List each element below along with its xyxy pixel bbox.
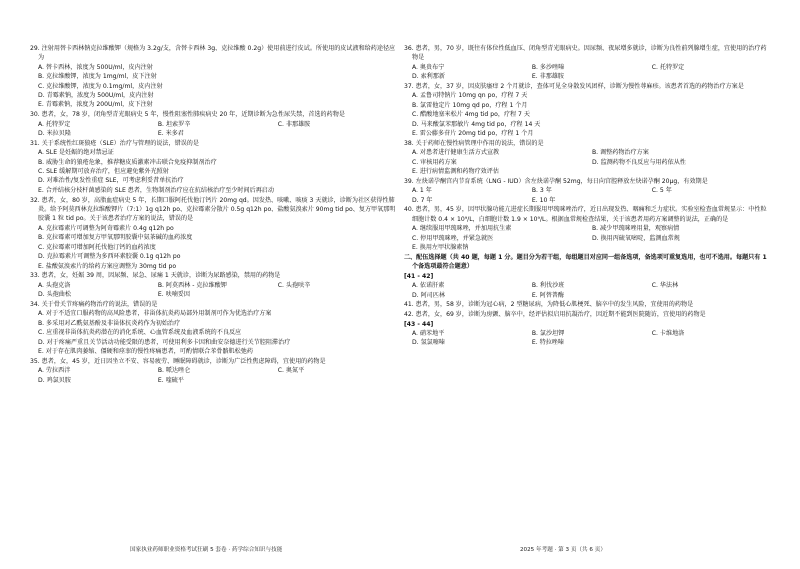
answer-option: C. 克拉霉素可增加阿托伐他汀钙的血药浓度 [38,243,156,251]
answer-option: E. 喹硫平 [157,376,184,384]
question-41: 41. 患者，男，58 岁，诊断为冠心病，2 型糖尿病，为降低心肌梗死、脑卒中的发生风险，宜使用的药物是 [404,300,694,308]
answer-options [404,91,772,138]
answer-option: A. 硝苯地平 [412,329,445,337]
question-stem: 32. 患者，女，80 岁，高脂血症病史 5 年，长期口服阿托伐他汀钙片 20mg qd。因发热、咳嗽、咳痰 3 天就诊，诊断为社区获得性肺炎。给予阿莫西林克拉维酸钾片（7:1）1g q12h po、克拉霉素分散片 0.5g q12h po、盐酸氨溴索片 90mg tid po、复方甲氧那明胶囊 1 粒 tid po。关于该患者治疗方案的说法，错误的是 [30,196,396,223]
answer-option: E. 呋喃妥因 [157,291,190,299]
answer-option: D. 阿司匹林 [412,291,445,299]
answer-option: B. 氯雷他定片 10mg qd po，疗程 1 个月 [412,101,528,109]
question-item [30,44,398,110]
answer-option: B. 阿莫西林 - 克拉维酸钾 [157,281,227,289]
section-heading: 二、配伍选择题（共 40 题，每题 1 分。题目分为若干组，每组题目对应同一组备选项，备选项可重复选用，也可不选用。每题只有 1 个备选项最符合题意） [404,253,767,271]
answer-options [30,224,398,271]
answer-option: C. 托特罗定 [651,63,685,71]
answer-option: E. 换用左甲状腺素钠 [412,244,469,252]
answer-option: C. 头孢呋辛 [277,281,311,289]
answer-options [30,281,398,300]
answer-option: E. 米多君 [157,130,184,138]
answer-option: C. 应重视非甾体抗炎药潜在的消化系统、心血管系统及血液系统的不良反应 [38,329,242,337]
question-item [404,177,772,205]
group-label-41-42: [41 - 42] [404,272,434,280]
answer-option: E. 青霉素钠，浓度为 200U/ml，皮下注射 [38,101,153,109]
answer-option: D. 米拉贝隆 [38,130,71,138]
answer-option: D. 对于疼痛严重且关节活动功能受限的患者，可使用利多卡因和曲安奈德进行关节腔阻滞治疗 [38,338,291,346]
answer-options [404,63,772,82]
answer-option: B. 3 年 [531,187,552,195]
answer-option: A. SLE 是妊娠的绝对禁忌证 [38,149,114,157]
question-item [30,271,398,299]
answer-option: B. 利伐沙班 [531,282,565,290]
answer-option: C. 奥氮平 [277,367,305,375]
answer-options [30,309,398,356]
answer-option: A. 劳拉西泮 [38,367,71,375]
answer-option: A. 对患者进行健康生活方式宣教 [412,149,500,157]
question-stem: 29. 注射用替卡西林钠克拉维酸钾（规格为 3.2g/支，含替卡西林 3g、克拉维酸 0.2g）使用前进行皮试。所使用的皮试液和给药途径应为 [30,45,396,62]
answer-option: A. 头孢克洛 [38,281,71,289]
answer-option: A. 继续服用甲巯咪唑，并加用抗生素 [412,225,512,233]
answer-option: D. 7 年 [412,196,433,204]
question-item [30,300,398,356]
answer-options [30,120,398,139]
answer-option: E. 盐酸氨溴索片的给药方案应调整为 30mg tid po [38,262,177,270]
answer-option: A. 奥贵布宁 [412,63,445,71]
question-item [404,44,772,82]
question-stem: 31. 关于系统性红斑狼疮（SLE）治疗与管理的说法，错误的是 [30,139,199,147]
group-options-43-44 [404,329,772,348]
right-column [404,44,772,348]
answer-option: A. 对于不适宜口服药物的高风险患者，非甾体抗炎药局部外用制剂可作为优选治疗方案 [38,310,272,318]
answer-option: D. 青霉素钠，浓度为 500U/ml，皮内注射 [38,92,154,100]
answer-option: C. 停用甲巯咪唑，并紧急就医 [412,234,494,242]
question-stem: 35. 患者，女，45 岁，近日因坐立不安、容易疲劳、睡眠障碍就诊，诊断为广泛性焦虑障碍，宜使用的药物是 [30,357,326,365]
answer-option: D. 鸡氯贝胺 [38,376,71,384]
question-item [30,110,398,138]
answer-option: B. 多沙唑嗪 [531,63,565,71]
left-column [30,44,398,385]
question-item [404,82,772,138]
question-stem: 34. 关于骨关节疼痛药物治疗的说法，错误的是 [30,300,158,308]
group-label-43-44: [43 - 44] [404,320,434,328]
answer-option: B. 调整药物治疗方案 [592,149,649,157]
answer-options [30,63,398,110]
answer-option: C. 卡维地洛 [651,329,685,337]
answer-option: E. 阿替普酶 [531,291,564,299]
question-item [30,139,398,195]
answer-option: B. 威胁生命的狼疮危象，推荐糖皮质激素冲击联合免疫抑制剂治疗 [38,158,217,166]
question-stem: 30. 患者，女，78 岁，闭角型青光眼病史 5 年，慢性阻塞性肺疾病史 20 年，近期诊断为急性尿失禁，首选的药物是 [30,111,345,119]
answer-option: C. 非那雄胺 [277,120,311,128]
answer-option: B. 克拉维酸钾，浓度为 1mg/ml，皮下注射 [38,73,157,81]
answer-option: D. 监测药物不良反应与用药依从性 [592,158,686,166]
answer-option: C. 华法林 [651,282,679,290]
answer-option: A. 替卡西林，浓度为 500U/ml，皮内注射 [38,63,153,71]
question-item [404,139,772,177]
footer-title: 国家执业药师职业资格考试狂刷 5 套卷 · 药学综合知识与技能 [130,547,283,553]
answer-option: A. 1 年 [412,187,432,195]
question-stem: 40. 患者，男，45 岁，因甲状腺功能亢进症长期服用甲巯咪唑治疗，近日出现发热、咽痛和乏力症状。实验室检查血常规显示：中性粒细胞计数 0.4 × 10⁹/L，白细胞计数 1.9 × 10⁹/L。根据血常规检查结果，关于该患者用药方案调整的说法，正确的是 [404,206,767,223]
answer-options [30,366,398,385]
answer-option: D. 索利那新 [412,73,445,81]
answer-option: B. 多采用对乙酰氨基酚及非甾体抗炎药作为初始治疗 [38,319,181,327]
answer-option: E. 进行病情监测和药物疗效评估 [412,168,499,176]
question-item [404,205,772,252]
answer-option: A. 孟鲁司特钠片 10mg qn po，疗程 7 天 [412,92,528,100]
answer-options [30,148,398,195]
answer-option: A. 托特罗定 [38,120,71,128]
answer-option: A. 依诺肝素 [412,282,445,290]
answer-option: D. 氢氯噻嗪 [412,339,445,347]
answer-option: E. 合并结核分枝杆菌感染的 SLE 患者，生物制剂治疗应在抗结核治疗至少时间后再启动 [38,186,274,194]
answer-option: B. 氯沙坦钾 [531,329,565,337]
answer-option: C. SLE 缓解期可放弃治疗，但应避免紫外光照射 [38,168,169,176]
answer-option: B. 减少甲巯咪唑用量，观察病情 [592,225,680,233]
answer-option: E. 非那雄胺 [531,73,564,81]
question-stem: 38. 关于药师在慢性病管理中作用的说法，错误的是 [404,139,544,147]
answer-option: C. 醋酸地塞米松片 4mg tid po，疗程 7 天 [412,111,530,119]
answer-options [404,224,772,252]
question-item [30,196,398,271]
answer-option: D. 克拉霉素片可调整为多西环素胶囊 0.1g q12h po [38,253,181,261]
answer-option: E. 雷公藤多苷片 20mg tid po，疗程 1 个月 [412,130,534,138]
right-questions [404,44,772,253]
question-42: 42. 患者，女，69 岁，诊断为房颤、脑卒中，经评估拟启用抗凝治疗，因近期不能到医院随访，宜使用的药物是 [404,310,706,318]
question-stem: 39. 左炔诺孕酮宫内节育系统（LNG - IUD）含左炔诺孕酮 52mg，每日向宫腔释放左炔诺孕酮 20μg，有效期是 [404,177,708,185]
answer-option: A. 克拉霉素片可调整为阿奇霉素片 0.4g q12h po [38,224,174,232]
question-stem: 36. 患者，男，70 岁，既往有体位性低血压、闭角型青光眼病史。因尿频、夜尿增多就诊，诊断为良性前列腺增生症，宜使用的治疗药物是 [404,45,767,62]
answer-option: D. 头孢曲松 [38,291,71,299]
answer-option: B. 坦索罗辛 [157,120,191,128]
answer-option: B. 哌达唑仑 [157,367,191,375]
question-item [30,357,398,385]
answer-option: B. 克拉霉素可增加复方甲氧那明胶囊中氨茶碱的血药浓度 [38,234,193,242]
question-stem: 33. 患者，女，妊娠 39 周，因尿频、尿急、尿痛 1 天就诊，诊断为尿路感染，禁用的药物是 [30,272,281,280]
answer-options [404,148,772,176]
answer-option: D. 马来酸氯苯那敏片 4mg tid po，疗程 14 天 [412,120,541,128]
answer-option: E. 特拉唑嗪 [531,339,564,347]
answer-option: D. 对难治性/复发性重症 SLE，可考虑利妥昔单抗治疗 [38,177,184,185]
answer-options [404,186,772,205]
answer-option: D. 换用丙硫氧嘧啶，监测血常规 [592,234,680,242]
answer-option: E. 10 年 [531,196,556,204]
answer-option: C. 审核用药方案 [412,158,457,166]
answer-option: E. 对于存在肌肉萎缩、僵硬和痉挛的慢性疼痛患者，可酌情联合苯骨骼肌松弛药 [38,347,253,355]
question-stem: 37. 患者，女，37 岁，因皮肤瘙痒 2 个月就诊，查体可见全身散发风团样，诊断为慢性荨麻疹。该患者首选的药物治疗方案是 [404,83,744,91]
answer-option: C. 克拉维酸钾，浓度为 0.1mg/ml，皮内注射 [38,82,163,90]
answer-option: C. 5 年 [651,187,672,195]
footer-page-number: 2025 年考题 · 第 3 页（共 6 页） [520,547,606,553]
group-options-41-42 [404,281,772,300]
